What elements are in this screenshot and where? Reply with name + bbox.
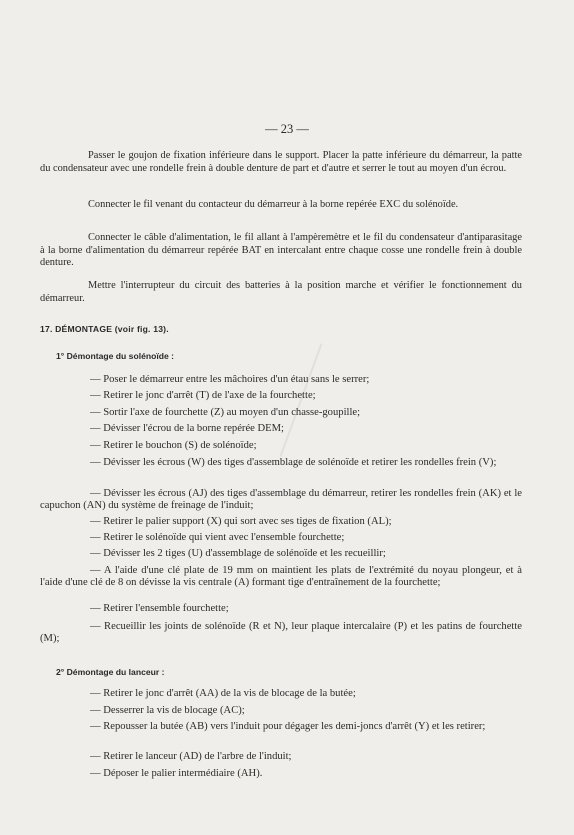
list-item: — Dévisser l'écrou de la borne repérée DEM;	[90, 423, 284, 434]
list-item: — Dévisser les écrous (W) des tiges d'assemblage de solénoïde et retirer les rondelles frein (V);	[90, 457, 497, 468]
list-item: — Desserrer la vis de blocage (AC);	[90, 705, 245, 716]
list-item: — Déposer le palier intermédiaire (AH).	[90, 768, 263, 779]
list-item: — Sortir l'axe de fourchette (Z) au moyen d'un chasse-goupille;	[90, 407, 361, 418]
list-item: — Retirer le bouchon (S) de solénoïde;	[90, 440, 257, 451]
list-item: — Recueillir les joints de solénoïde (R et N), leur plaque intercalaire (P) et les patins de fourchette (M);	[40, 621, 522, 645]
list-item: — Retirer l'ensemble fourchette;	[90, 603, 229, 614]
subsection-heading-lanceur: 2° Démontage du lanceur :	[56, 667, 165, 677]
subsection-heading-solenoide: 1° Démontage du solénoïde :	[56, 351, 175, 361]
paragraph-fil-contacteur: Connecter le fil venant du contacteur du démarreur à la borne repérée EXC du solénoïde.	[88, 199, 459, 210]
list-item: — Poser le démarreur entre les mâchoires d'un étau sans le serrer;	[90, 374, 370, 385]
page-number: — 23 —	[265, 122, 309, 136]
list-item: — Retirer le lanceur (AD) de l'arbre de l'induit;	[90, 751, 292, 762]
list-item: — A l'aide d'une clé plate de 19 mm on maintient les plats de l'extrémité du noyau plongeur, et à l'aide d'une clé de 8 on dévisse la vis centrale (A) formant tige d'entraînement de la fourchette;	[40, 565, 522, 589]
list-item: — Dévisser les 2 tiges (U) d'assemblage de solénoïde et les recueillir;	[90, 548, 386, 559]
paragraph-interrupteur: Mettre l'interrupteur du circuit des batteries à la position marche et vérifier le fonctionnement du démarreur.	[40, 280, 522, 304]
list-item: — Retirer le solénoïde qui vient avec l'ensemble fourchette;	[90, 532, 345, 543]
section-heading-demontage: 17. DÉMONTAGE (voir fig. 13).	[40, 324, 169, 334]
list-item: — Retirer le palier support (X) qui sort avec ses tiges de fixation (AL);	[90, 516, 392, 527]
paragraph-goujon: Passer le goujon de fixation inférieure dans le support. Placer la patte inférieure du démarreur, la patte du condensateur avec une rondelle frein à double denture de part et d'autre et serrer le tout au moyen d'un écrou.	[40, 150, 522, 174]
list-item: — Dévisser les écrous (AJ) des tiges d'assemblage du démarreur, retirer les rondelles frein (AK) et le capuchon (AN) du système de freinage de l'induit;	[40, 488, 522, 512]
list-item: — Retirer le jonc d'arrêt (T) de l'axe de la fourchette;	[90, 390, 316, 401]
paragraph-cable-alimentation: Connecter le câble d'alimentation, le fil allant à l'ampèremètre et le fil du condensateur d'antiparasitage à la borne d'alimentation du démarreur repérée BAT en intercalant entre chaque cosse une rondelle frein à double denture.	[40, 232, 522, 269]
list-item: — Retirer le jonc d'arrêt (AA) de la vis de blocage de la butée;	[90, 688, 356, 699]
list-item: — Repousser la butée (AB) vers l'induit pour dégager les demi-joncs d'arrêt (Y) et les retirer;	[90, 721, 486, 732]
